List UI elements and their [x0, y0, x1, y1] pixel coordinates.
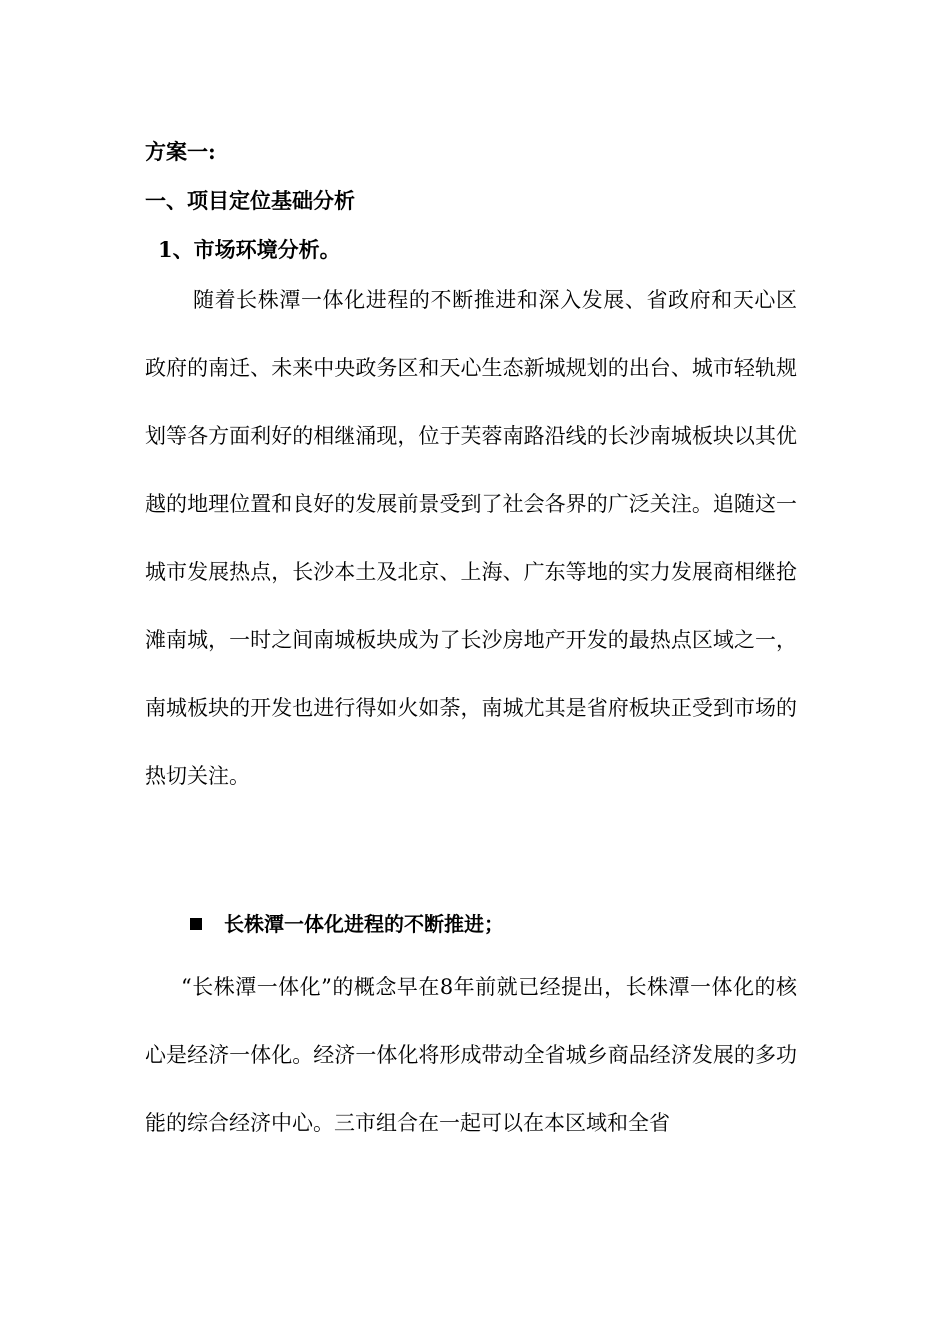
bullet-item: [190, 910, 504, 938]
integration-paragraph: “长株潭一体化”的概念早在8年前就已经提出，长株潭一体化的核心是经济一体化。经济一体化将形成带动全省城乡商品经济发展的多功能的综合经济中心。三市组合在一起可以在本区域和全省: [145, 975, 797, 1135]
market-analysis-paragraph: 随着长株潭一体化进程的不断推进和深入发展、省政府和天心区政府的南迁、未来中央政务区和天心生态新城规划的出台、城市轻轨规划等各方面利好的相继涌现，位于芙蓉南路沿线的长沙南城板块以其优越的地理位置和良好的发展前景受到了社会各界的广泛关注。追随这一城市发展热点，长沙本土及北京、上海、广东等地的实力发展商相继抢滩南城，一时之间南城板块成为了长沙房地产开发的最热点区域之一，南城板块的开发也进行得如火如荼，南城尤其是省府板块正受到市场的热切关注。: [145, 288, 797, 788]
subsection-title: 1、市场环境分析。: [158, 237, 341, 262]
plan-title: 方案一:: [145, 139, 216, 164]
square-bullet-icon: [190, 918, 202, 930]
section-title: 一、项目定位基础分析: [145, 188, 355, 213]
bullet-title: 长株潭一体化进程的不断推进；: [224, 912, 504, 936]
